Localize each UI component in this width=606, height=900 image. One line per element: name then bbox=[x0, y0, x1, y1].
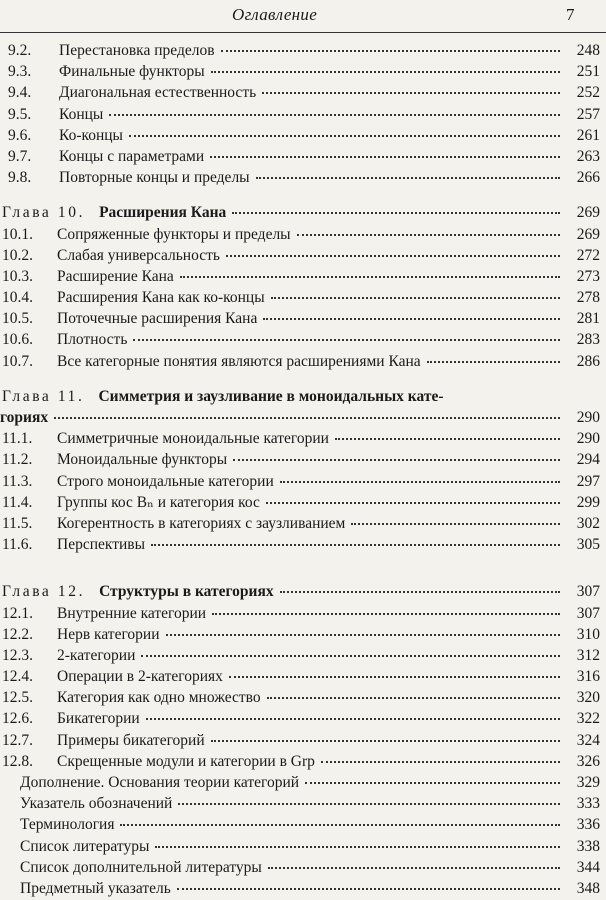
page-ref: 307 bbox=[576, 583, 600, 601]
dot-leader bbox=[263, 317, 560, 320]
page-ref: 269 bbox=[576, 204, 600, 222]
appendix-entry[interactable] bbox=[0, 772, 606, 793]
dot-leader bbox=[177, 887, 560, 890]
section-number: 12.1. bbox=[2, 604, 33, 622]
toc-entry[interactable] bbox=[0, 492, 606, 513]
dot-leader bbox=[233, 458, 560, 461]
section-number: 12.3. bbox=[2, 646, 33, 664]
page-ref: 286 bbox=[576, 352, 600, 370]
toc-entry[interactable] bbox=[0, 428, 606, 449]
page-number: 7 bbox=[566, 5, 575, 24]
section-number: 10.1. bbox=[2, 225, 33, 243]
page-ref: 261 bbox=[576, 126, 600, 144]
section-number: 10.5. bbox=[2, 310, 33, 328]
section-title: Финальные функторы bbox=[59, 63, 205, 81]
page-ref: 344 bbox=[576, 858, 600, 876]
section-title: Категория как одно множество bbox=[57, 689, 261, 707]
page-ref: 290 bbox=[576, 409, 600, 426]
chapter-entry[interactable] bbox=[0, 581, 606, 602]
page-header bbox=[0, 0, 606, 33]
page-ref: 310 bbox=[576, 625, 600, 643]
section-number: 12.4. bbox=[2, 668, 33, 686]
appendix-entry[interactable] bbox=[0, 836, 606, 857]
dot-leader bbox=[256, 176, 560, 179]
section-number: 10.7. bbox=[2, 352, 33, 370]
table-of-contents bbox=[0, 40, 606, 899]
toc-entry[interactable] bbox=[0, 534, 606, 555]
toc-entry[interactable] bbox=[0, 224, 606, 245]
page-ref: 266 bbox=[576, 169, 600, 187]
section-title: Сопряженные функторы и пределы bbox=[57, 225, 291, 243]
section-title: Расширения Кана как ко-концы bbox=[57, 289, 265, 307]
section-number: 12.7. bbox=[2, 731, 33, 749]
page-ref: 269 bbox=[576, 225, 600, 243]
appendix-entry[interactable] bbox=[0, 857, 606, 878]
section-title: Нерв категории bbox=[57, 625, 160, 643]
toc-entry[interactable] bbox=[0, 308, 606, 329]
chapter-entry[interactable] bbox=[0, 202, 606, 223]
toc-entry[interactable] bbox=[0, 645, 606, 666]
section-number: 9.8. bbox=[8, 169, 32, 187]
page-ref: 297 bbox=[576, 472, 600, 490]
section-title: Перестановка пределов bbox=[59, 42, 215, 59]
dot-leader bbox=[232, 211, 560, 214]
section-title: Все категорные понятия являются расширениями Кана bbox=[57, 352, 421, 370]
section-title: Операции в 2-категориях bbox=[57, 668, 223, 686]
page-ref: 307 bbox=[576, 604, 600, 622]
section-title: Когерентность в категориях с заузливанием bbox=[57, 514, 346, 532]
section-number: 10.2. bbox=[2, 246, 33, 264]
toc-entry[interactable] bbox=[0, 513, 606, 534]
section-number: 9.6. bbox=[8, 126, 32, 144]
chapter-title-continued: гориях bbox=[0, 409, 49, 426]
appendix-title: Терминология bbox=[20, 816, 115, 834]
dot-leader bbox=[262, 91, 560, 94]
dot-leader bbox=[297, 233, 560, 236]
section-title: Слабая универсальность bbox=[57, 246, 220, 264]
appendix-title: Дополнение. Основания теории категорий bbox=[20, 774, 300, 791]
page-ref: 333 bbox=[576, 795, 600, 813]
section-number: 11.4. bbox=[2, 493, 33, 511]
dot-leader bbox=[212, 612, 560, 615]
section-number: 12.5. bbox=[2, 689, 33, 707]
dot-leader bbox=[335, 437, 560, 440]
page-ref: 329 bbox=[576, 774, 600, 791]
chapter-number: Глава 12. bbox=[2, 583, 86, 601]
dot-leader bbox=[120, 823, 560, 826]
page-ref: 338 bbox=[576, 837, 600, 855]
toc-entry[interactable] bbox=[0, 624, 606, 645]
chapter-title: Структуры в категориях bbox=[99, 583, 274, 601]
appendix-entry[interactable] bbox=[0, 793, 606, 814]
toc-entry[interactable] bbox=[0, 82, 606, 103]
page-ref: 324 bbox=[576, 731, 600, 749]
dot-leader bbox=[280, 590, 560, 593]
page-ref: 263 bbox=[576, 147, 600, 165]
chapter-title: Расширения Кана bbox=[99, 204, 227, 222]
dot-leader bbox=[280, 480, 560, 483]
chapter-entry[interactable] bbox=[0, 386, 606, 428]
page-ref: 283 bbox=[576, 331, 600, 349]
page-ref: 305 bbox=[576, 536, 600, 554]
toc-entry[interactable] bbox=[0, 603, 606, 624]
dot-leader bbox=[229, 675, 560, 678]
appendix-title: Список дополнительной литературы bbox=[20, 858, 262, 876]
page-ref: 257 bbox=[576, 105, 600, 123]
page-ref: 336 bbox=[576, 816, 600, 834]
page-ref: 312 bbox=[576, 646, 600, 664]
section-title: Плотность bbox=[57, 331, 128, 349]
section-title: 2-категории bbox=[57, 646, 136, 664]
dot-leader bbox=[109, 113, 560, 116]
dot-leader bbox=[180, 275, 560, 278]
dot-leader bbox=[351, 522, 560, 525]
toc-entry[interactable] bbox=[0, 146, 606, 167]
page-ref: 316 bbox=[576, 668, 600, 686]
section-number: 11.6. bbox=[2, 536, 33, 554]
page-ref: 320 bbox=[576, 689, 600, 707]
dot-leader bbox=[271, 296, 560, 299]
section-title: Строго моноидальные категории bbox=[57, 472, 274, 490]
section-title: Примеры бикатегорий bbox=[57, 731, 205, 749]
toc-entry[interactable] bbox=[0, 329, 606, 350]
page-ref: 326 bbox=[576, 752, 600, 770]
section-title: Расширение Кана bbox=[57, 267, 174, 285]
section-number: 12.8. bbox=[2, 752, 33, 770]
section-number: 9.7. bbox=[8, 147, 32, 165]
running-title: Оглавление bbox=[232, 5, 318, 24]
dot-leader bbox=[155, 845, 560, 848]
dot-leader bbox=[321, 760, 560, 763]
section-title: Симметричные моноидальные категории bbox=[57, 430, 329, 448]
dot-leader bbox=[268, 866, 560, 869]
section-title: Концы с параметрами bbox=[59, 147, 205, 165]
page-ref: 281 bbox=[576, 310, 600, 328]
section-number: 11.2. bbox=[2, 451, 33, 469]
dot-leader bbox=[141, 654, 560, 657]
section-number: 10.3. bbox=[2, 267, 33, 285]
dot-leader bbox=[305, 781, 560, 784]
appendix-entry[interactable] bbox=[0, 814, 606, 835]
toc-entry[interactable] bbox=[0, 708, 606, 729]
section-number: 10.6. bbox=[2, 331, 33, 349]
page-ref: 248 bbox=[576, 42, 600, 59]
toc-entry[interactable] bbox=[0, 245, 606, 266]
section-number: 12.6. bbox=[2, 710, 33, 728]
toc-entry[interactable] bbox=[0, 125, 606, 146]
page-ref: 290 bbox=[576, 430, 600, 448]
appendix-title: Список литературы bbox=[20, 837, 150, 855]
dot-leader bbox=[54, 416, 560, 419]
section-number: 10.4. bbox=[2, 289, 33, 307]
toc-entry[interactable] bbox=[0, 751, 606, 772]
toc-entry[interactable] bbox=[0, 471, 606, 492]
section-number: 11.3. bbox=[2, 472, 33, 490]
section-number: 9.5. bbox=[8, 105, 32, 123]
section-number: 9.3. bbox=[8, 63, 32, 81]
section-number: 11.1. bbox=[2, 430, 33, 448]
dot-leader bbox=[266, 501, 560, 504]
appendix-title: Указатель обозначений bbox=[20, 795, 173, 813]
dot-leader bbox=[151, 543, 560, 546]
appendix-title: Предметный указатель bbox=[20, 879, 171, 897]
toc-entry[interactable] bbox=[0, 687, 606, 708]
section-title: Ко-концы bbox=[59, 126, 123, 144]
dot-leader bbox=[133, 338, 560, 341]
section-title: Группы кос Bₙ и категория кос bbox=[57, 493, 260, 511]
section-title: Внутренние категории bbox=[57, 604, 207, 622]
dot-leader bbox=[146, 717, 560, 720]
toc-entry[interactable] bbox=[0, 351, 606, 372]
page-ref: 302 bbox=[576, 514, 600, 532]
dot-leader bbox=[211, 70, 560, 73]
page-ref: 272 bbox=[576, 246, 600, 264]
dot-leader bbox=[226, 254, 560, 257]
dot-leader bbox=[221, 49, 560, 52]
page-ref: 251 bbox=[576, 63, 600, 81]
section-title: Перспективы bbox=[57, 536, 146, 554]
chapter-number: Глава 11. bbox=[2, 387, 85, 405]
toc-entry[interactable] bbox=[0, 167, 606, 188]
dot-leader bbox=[178, 802, 560, 805]
page-ref: 278 bbox=[576, 289, 600, 307]
toc-entry[interactable] bbox=[0, 287, 606, 308]
page-ref: 348 bbox=[576, 879, 600, 897]
toc-entry[interactable] bbox=[0, 40, 606, 61]
section-number: 11.5. bbox=[2, 514, 33, 532]
page-ref: 322 bbox=[576, 710, 600, 728]
toc-entry[interactable] bbox=[0, 730, 606, 751]
page-ref: 294 bbox=[576, 451, 600, 469]
section-title: Бикатегории bbox=[57, 710, 140, 728]
section-number: 9.4. bbox=[8, 84, 32, 102]
section-title: Концы bbox=[59, 105, 104, 123]
page-ref: 299 bbox=[576, 493, 600, 511]
chapter-title: Симметрия и заузливание в моноидальных кате- bbox=[98, 387, 444, 405]
appendix-entry[interactable] bbox=[0, 878, 606, 899]
toc-entry[interactable] bbox=[0, 266, 606, 287]
chapter-number: Глава 10. bbox=[2, 204, 86, 222]
dot-leader bbox=[267, 696, 560, 699]
dot-leader bbox=[166, 633, 560, 636]
dot-leader bbox=[210, 155, 560, 158]
section-title: Поточечные расширения Кана bbox=[57, 310, 258, 328]
toc-entry[interactable] bbox=[0, 666, 606, 687]
section-title: Моноидальные функторы bbox=[57, 451, 228, 469]
dot-leader bbox=[211, 739, 560, 742]
page-ref: 252 bbox=[576, 84, 600, 102]
section-title: Диагональная естественность bbox=[59, 84, 257, 102]
toc-entry[interactable] bbox=[0, 61, 606, 82]
section-title: Скрещенные модули и категории в Grp bbox=[57, 752, 315, 770]
section-title: Повторные концы и пределы bbox=[59, 169, 250, 187]
section-number: 12.2. bbox=[2, 625, 33, 643]
toc-entry[interactable] bbox=[0, 104, 606, 125]
page-ref: 273 bbox=[576, 267, 600, 285]
dot-leader bbox=[129, 134, 560, 137]
section-number: 9.2. bbox=[8, 42, 32, 59]
toc-entry[interactable] bbox=[0, 449, 606, 470]
dot-leader bbox=[427, 360, 560, 363]
